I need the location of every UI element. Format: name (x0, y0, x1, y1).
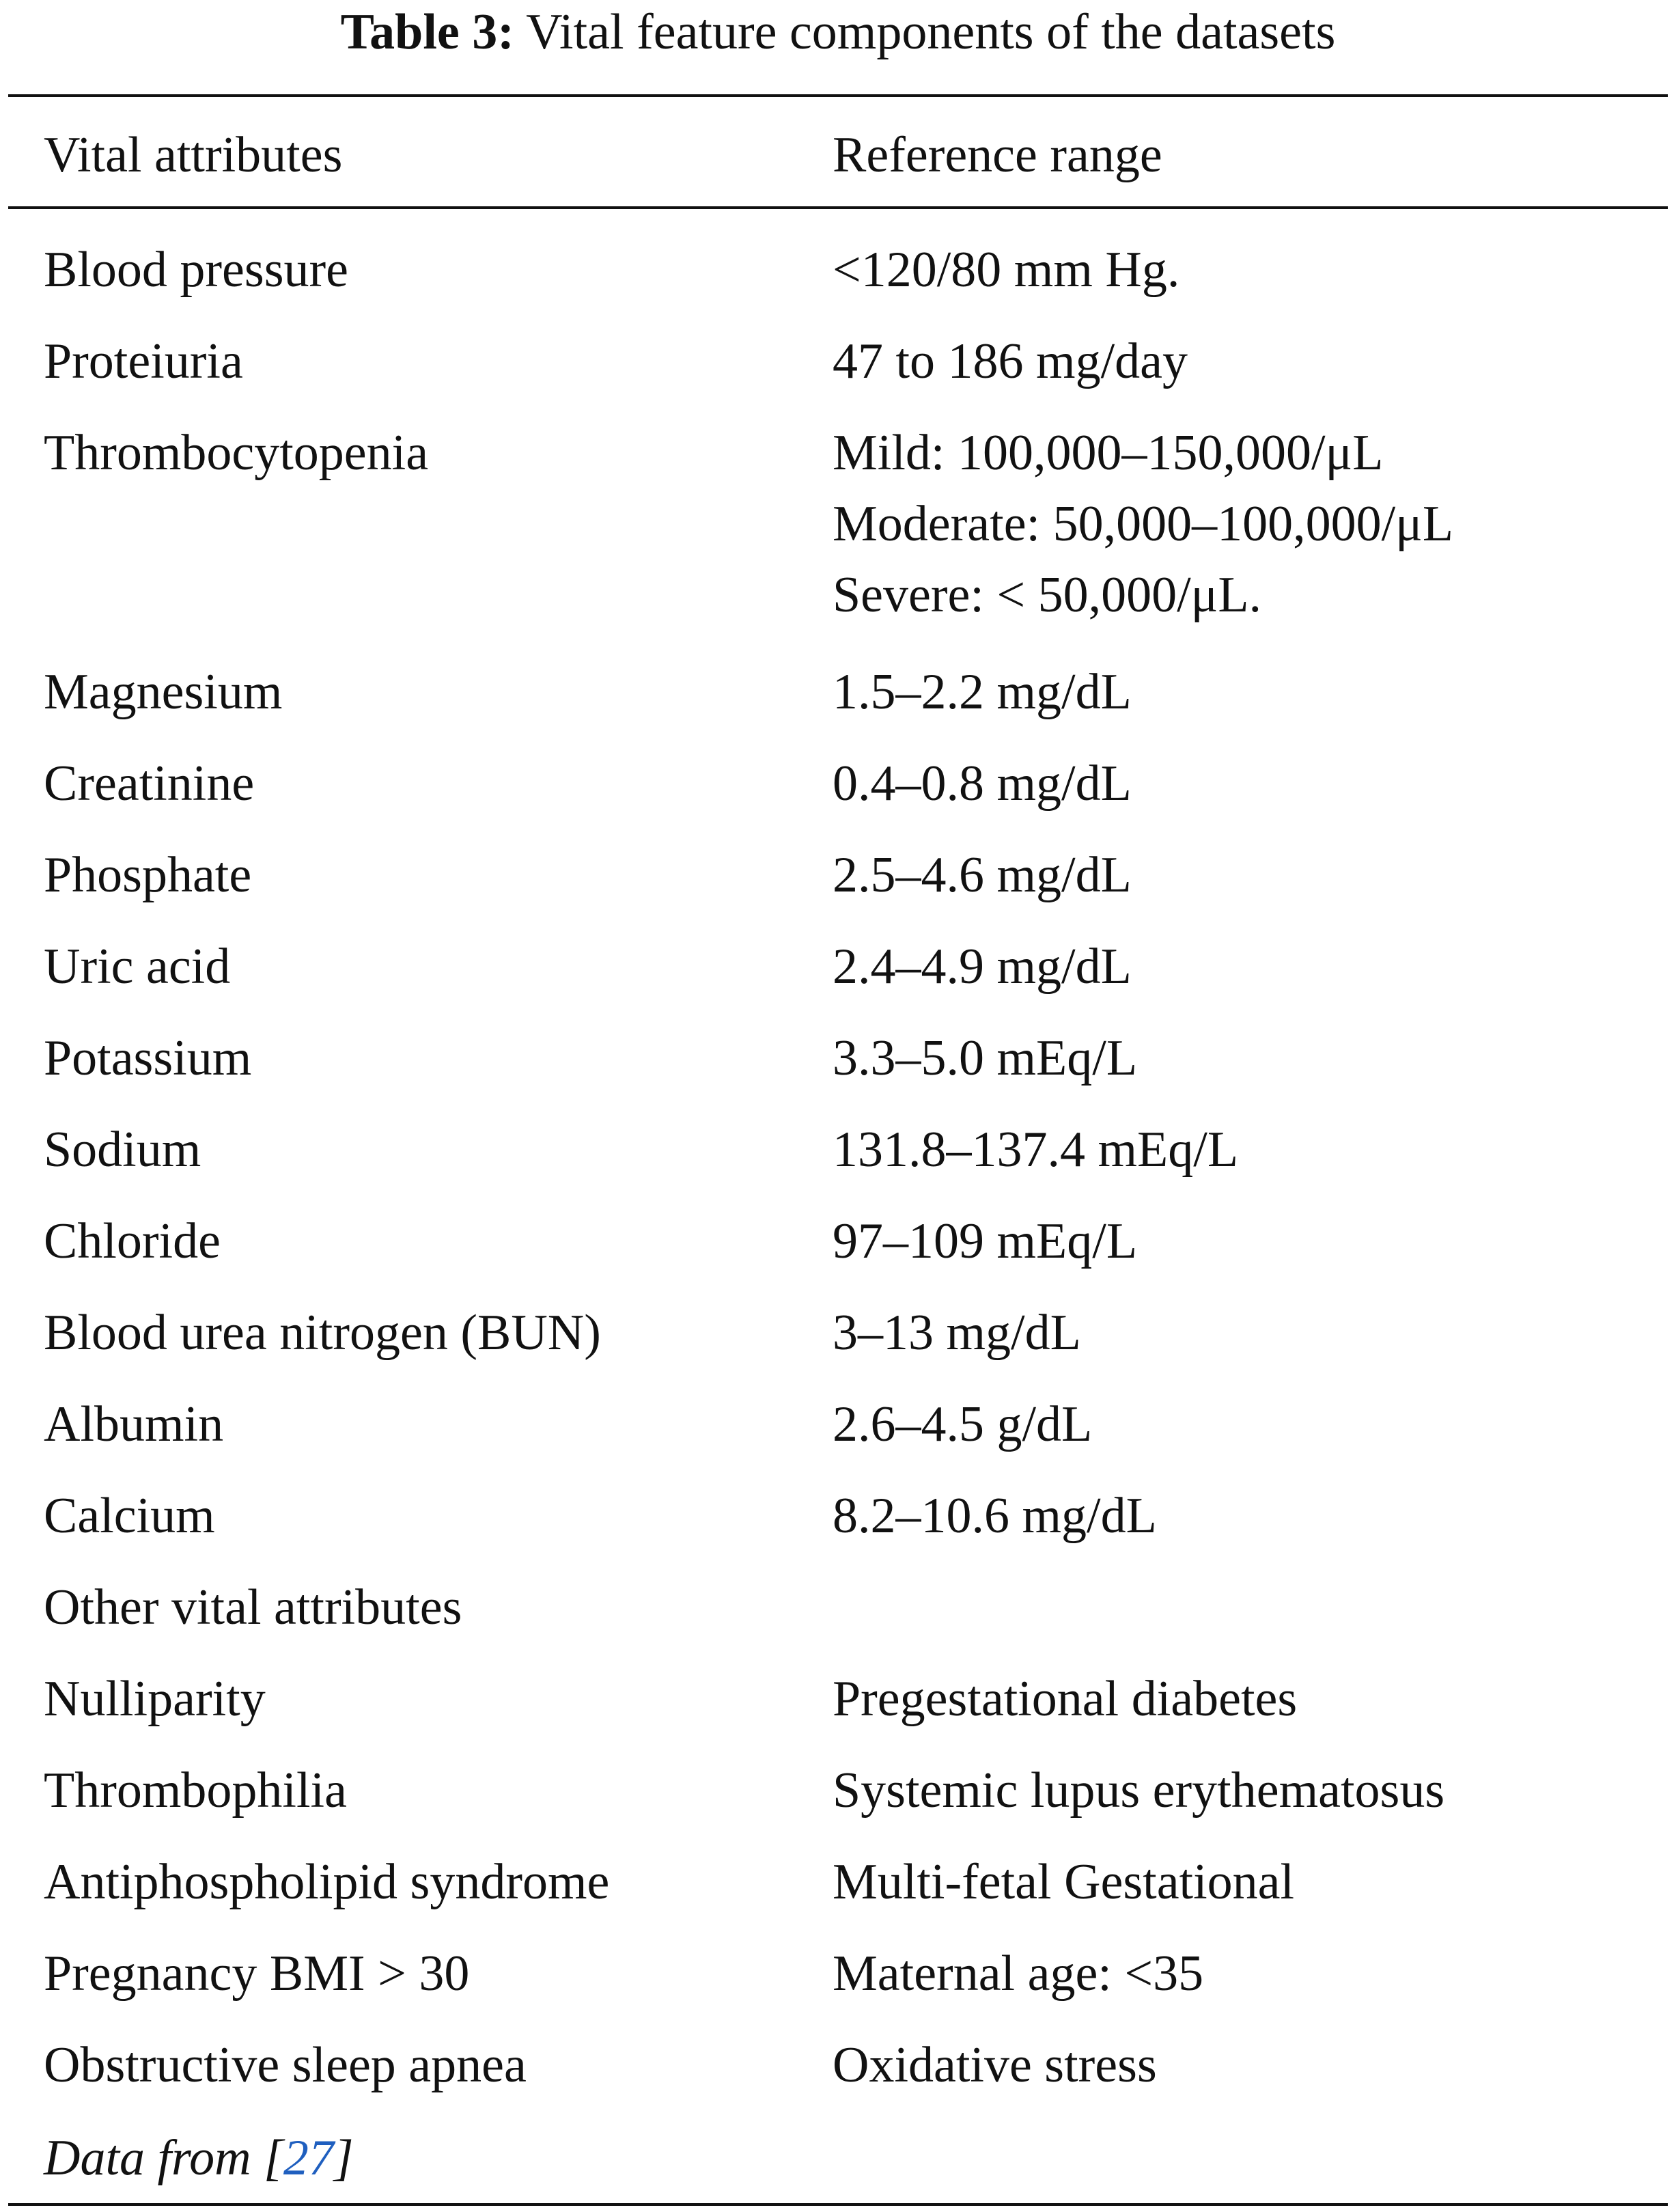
range-line: Moderate: 50,000–100,000/μL (833, 496, 1454, 552)
table-header (0, 120, 1676, 181)
range-line: 8.2–10.6 mg/dL (833, 1488, 1157, 1544)
table-row (0, 310, 1676, 402)
attribute-cell: Thrombocytopenia (44, 425, 429, 481)
top-rule (8, 94, 1668, 97)
table-row (0, 219, 1676, 310)
reference-link[interactable]: 27 (283, 2130, 334, 2186)
table-row (0, 1190, 1676, 1282)
range-line: 2.5–4.6 mg/dL (833, 847, 1132, 903)
range-cell (833, 1114, 1238, 1185)
table-row (0, 1465, 1676, 1556)
table-row (0, 1556, 1676, 1648)
header-reference-range: Reference range (833, 127, 1162, 183)
range-cell (833, 748, 1132, 819)
range-cell (833, 1938, 1203, 2009)
source-note-suffix: ] (333, 2130, 354, 2186)
attribute-cell: Albumin (44, 1396, 224, 1452)
range-line: Multi-fetal Gestational (833, 1854, 1295, 1910)
attribute-cell: Potassium (44, 1030, 252, 1086)
range-line: Mild: 100,000–150,000/μL (833, 425, 1384, 481)
attribute-cell: Phosphate (44, 847, 252, 903)
range-cell (833, 1755, 1444, 1826)
table-row (0, 641, 1676, 732)
table-row (0, 1007, 1676, 1098)
table-row (0, 732, 1676, 824)
table-row (0, 1739, 1676, 1831)
attribute-cell: Magnesium (44, 664, 283, 720)
table-caption (0, 0, 1676, 65)
caption-text: Vital feature components of the datasets (526, 4, 1336, 60)
range-line: 97–109 mEq/L (833, 1213, 1138, 1269)
table-row (0, 402, 1676, 641)
range-cell (833, 1206, 1137, 1277)
table-row (0, 1373, 1676, 1465)
range-cell (833, 931, 1132, 1002)
range-cell (833, 2030, 1157, 2101)
attribute-cell: Nulliparity (44, 1671, 266, 1727)
bottom-rule (8, 2203, 1668, 2206)
range-cell (833, 417, 1453, 631)
attribute-cell: Sodium (44, 1122, 201, 1178)
header-rule (8, 206, 1668, 209)
attribute-cell: Other vital attributes (44, 1579, 462, 1635)
range-cell (833, 326, 1188, 397)
range-line: 0.4–0.8 mg/dL (833, 756, 1132, 812)
table-row (0, 1098, 1676, 1190)
attribute-cell: Chloride (44, 1213, 221, 1269)
range-line: 3–13 mg/dL (833, 1305, 1081, 1361)
range-line: 1.5–2.2 mg/dL (833, 664, 1132, 720)
attribute-cell: Proteiuria (44, 333, 243, 389)
table-row (0, 1282, 1676, 1373)
range-line: Severe: < 50,000/μL. (833, 567, 1262, 623)
range-cell (833, 656, 1132, 728)
attribute-cell: Creatinine (44, 756, 255, 812)
range-cell (833, 234, 1179, 305)
attribute-cell: Uric acid (44, 939, 231, 995)
range-cell (833, 840, 1132, 911)
table-row (0, 1831, 1676, 1922)
table-row (0, 2014, 1676, 2105)
range-cell (833, 1023, 1137, 1094)
attribute-cell: Antiphospholipid syndrome (44, 1854, 610, 1910)
attribute-cell: Calcium (44, 1488, 215, 1544)
range-line: 2.6–4.5 g/dL (833, 1396, 1093, 1452)
attribute-cell: Obstructive sleep apnea (44, 2037, 527, 2093)
attribute-cell: Pregnancy BMI > 30 (44, 1946, 470, 2002)
table-row (0, 915, 1676, 1007)
range-cell (833, 1663, 1297, 1734)
table-row (0, 1922, 1676, 2014)
range-line: 2.4–4.9 mg/dL (833, 939, 1132, 995)
range-line: Maternal age: <35 (833, 1946, 1204, 2002)
range-line: Systemic lupus erythematosus (833, 1762, 1445, 1819)
range-line: 3.3–5.0 mEq/L (833, 1030, 1138, 1086)
range-cell (833, 1389, 1092, 1460)
range-line: 131.8–137.4 mEq/L (833, 1122, 1239, 1178)
table-row (0, 824, 1676, 915)
source-note-prefix: Data from [ (44, 2130, 283, 2186)
attribute-cell: Blood urea nitrogen (BUN) (44, 1305, 601, 1361)
table-body (0, 219, 1676, 2105)
range-cell (833, 1297, 1081, 1368)
range-cell (833, 1847, 1294, 1918)
range-line: Pregestational diabetes (833, 1671, 1298, 1727)
table-number: Table 3: (340, 4, 514, 60)
table-row (0, 1648, 1676, 1739)
header-vital-attributes: Vital attributes (44, 127, 343, 183)
attribute-cell: Blood pressure (44, 242, 348, 298)
range-line: 47 to 186 mg/day (833, 333, 1188, 389)
source-note (44, 2123, 354, 2194)
attribute-cell: Thrombophilia (44, 1762, 347, 1819)
range-cell (833, 1480, 1157, 1551)
range-line: <120/80 mm Hg. (833, 242, 1180, 298)
range-line: Oxidative stress (833, 2037, 1157, 2093)
